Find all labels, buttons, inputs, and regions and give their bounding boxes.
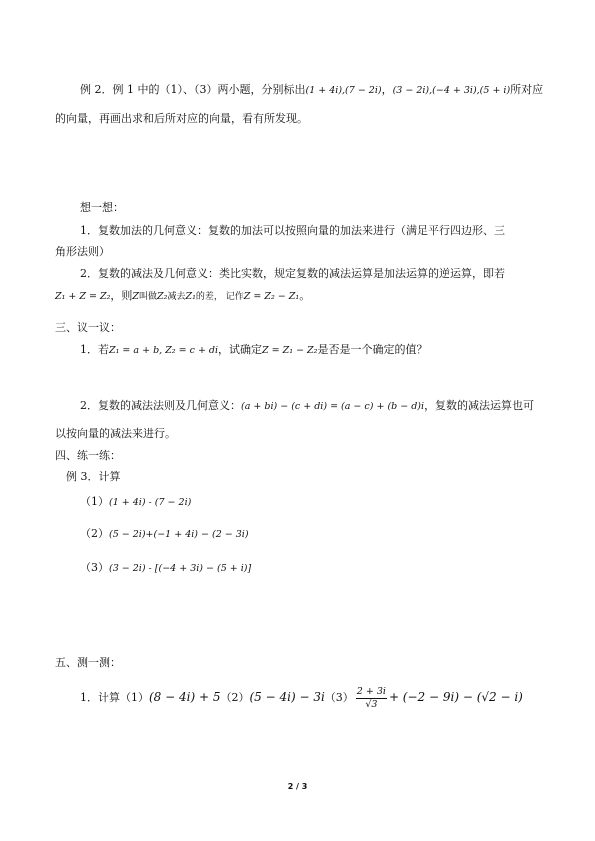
period: 。 (299, 289, 311, 302)
think-point-2-line-1: 2．复数的减法及几何意义：类比实数，规定复数的减法运算是加法运算的逆运算，即若 (80, 267, 505, 280)
text-minus: 减去 (167, 292, 186, 302)
practice-item-2 (80, 526, 249, 542)
test-question-1 (80, 682, 523, 713)
discuss-question-2 (80, 398, 534, 414)
example-2-line-2: 的向量，再画出求和后所对应的向量，看有所发现。 (55, 112, 308, 125)
formula-z-equals: Z = Z₂ − Z₁ (243, 291, 300, 302)
text-called: 叫做 (139, 292, 158, 302)
var-z: Z (132, 291, 140, 302)
q1-suffix: 是否是一个确定的值？ (317, 343, 428, 356)
page-number: 2 / 3 (287, 782, 308, 791)
practice-item-1 (80, 494, 191, 510)
example-2-line-1 (80, 82, 543, 98)
q2-formula: (a + bi) − (c + di) = (a − c) + (b − d)i (241, 401, 425, 412)
test-formula-1: (8 − 4i) + 5 (149, 690, 221, 704)
think-point-1-line-2: 角形法则） (55, 245, 110, 258)
think-point-1-line-1: 1．复数加法的几何意义：复数的加法可以按照向量的加法来进行（满足平行四边形、三 (80, 224, 505, 237)
example-2-suffix: 所对应 (510, 83, 544, 96)
q1-middle: ，试确定 (218, 343, 263, 356)
item-formula: (5 − 2i)+(−1 + 4i) − (2 − 3i) (109, 529, 249, 540)
practice-item-3 (80, 560, 251, 576)
item-formula: (1 + 4i) - (7 − 2i) (109, 497, 192, 508)
example-3-title: 例 3．计算 (66, 470, 121, 483)
item-formula: (3 − 2i) - [(−4 + 3i) − (5 + i)] (109, 563, 252, 574)
example-2-expr-1: (1 + 4i),(7 − 2i) (305, 85, 382, 96)
example-2-prefix: 例 2．例 1 中的（1）、（3）两小题，分别标出 (80, 83, 306, 96)
var-z1: Z₁ (185, 291, 196, 302)
text-denote: 的差， 记作 (195, 292, 244, 302)
item-label: （2） (80, 527, 109, 540)
q2-prefix: 2．复数的减法法则及几何意义： (80, 399, 241, 412)
test-prefix: 1．计算（1） (80, 691, 149, 704)
q1-formula-2: Z = Z₁ − Z₂ (262, 345, 318, 356)
q1-formula: Z₁ = a + b, Z₂ = c + di (109, 345, 219, 356)
test-label-3: （3） (324, 691, 354, 704)
discuss-title: 三、议一议： (55, 321, 121, 334)
discuss-question-1 (80, 342, 427, 358)
q2-suffix: ，复数的减法运算也可 (424, 399, 535, 412)
test-title: 五、测一测： (55, 656, 121, 669)
q1-prefix: 1．若 (80, 343, 109, 356)
formula-z1-plus-z: Z₁ + Z = Z₂ (55, 291, 111, 302)
item-label: （3） (80, 561, 109, 574)
discuss-question-2-line-2: 以按向量的减法来进行。 (55, 427, 176, 440)
think-point-2-line-2 (55, 288, 310, 305)
var-z2: Z₂ (157, 291, 168, 302)
example-2-expr-2: (3 − 2i),(−4 + 3i),(5 + i) (392, 85, 511, 96)
test-formula-2: (5 − 4i) − 3i (249, 690, 325, 704)
test-fraction (356, 686, 387, 711)
item-label: （1） (80, 495, 109, 508)
practice-title: 四、练一练： (55, 449, 121, 462)
fraction-denominator: √3 (365, 698, 378, 710)
test-label-2: （2） (220, 691, 250, 704)
fraction-numerator: 2 + 3i (356, 685, 386, 697)
example-2-comma: ， (381, 83, 393, 96)
think-title: 想一想： (80, 201, 124, 214)
test-formula-3: + (−2 − 9i) − (√2 − i) (388, 690, 523, 704)
text-then: ，则 (110, 289, 133, 302)
